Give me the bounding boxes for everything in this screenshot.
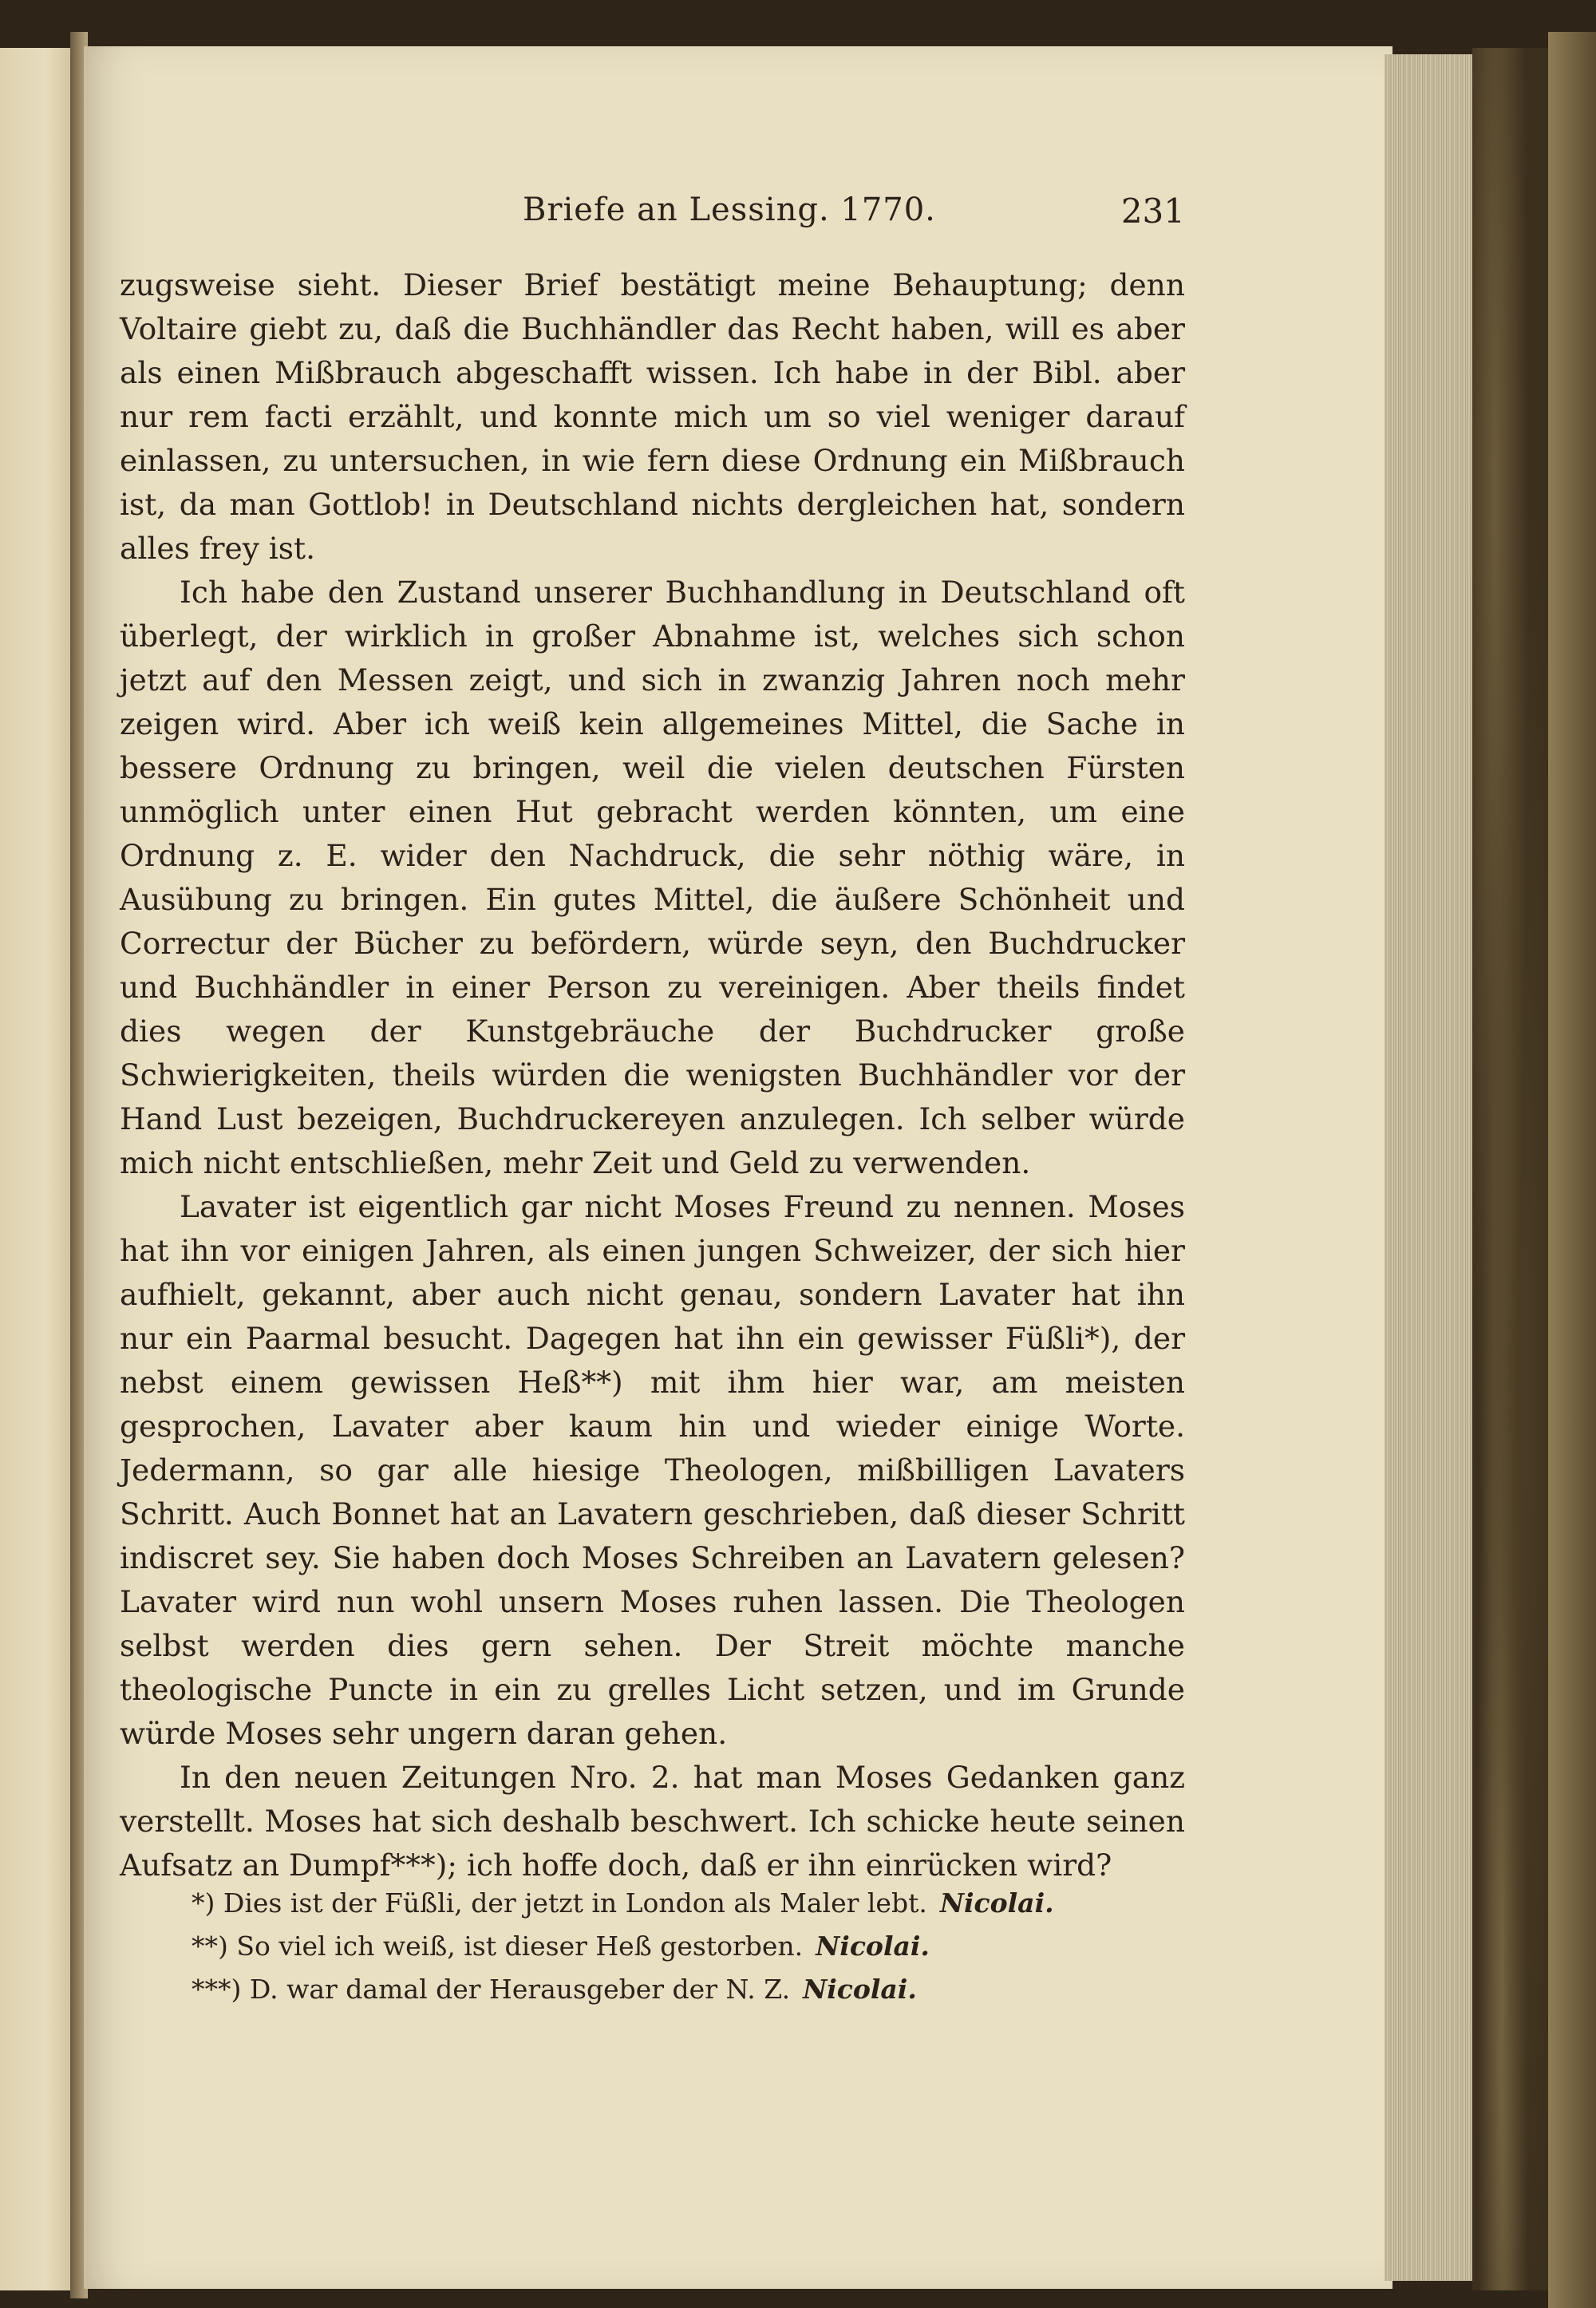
page-header (120, 192, 1185, 247)
footnote-2-signature: Nicolai. (816, 1931, 930, 1962)
paragraph-4: In den neuen Zeitungen Nro. 2. hat man Moses Gedanken ganz verstellt. Moses hat sich deshalb beschwert. Ich schicke heute seinen Aufsatz an Dumpf***); ich hoffe doch, daß er ihn einrücken wird? (120, 1760, 1185, 1883)
paragraph-3: Lavater ist eigentlich gar nicht Moses Freund zu nennen. Moses hat ihn vor einigen Jahren, als einen jungen Schweizer, der sich hier aufhielt, gekannt, aber auch nicht genau, sondern Lavater hat ihn nur ein Paarmal besucht. Dagegen hat ihn ein gewisser Füßli*), der nebst einem gewissen Heß**) mit ihm hier war, am meisten gesprochen, Lavater aber kaum hin und wieder einige Worte. Jedermann, so gar alle hiesige Theologen, mißbilligen Lavaters Schritt. Auch Bonnet hat an Lavatern geschrieben, daß dieser Schritt indiscret sey. Sie haben doch Moses Schreiben an Lavatern gelesen? Lavater wird nun wohl unsern Moses ruhen lassen. Die Theologen selbst werden dies gern sehen. Der Streit möchte manche theologische Puncte in ein zu grelles Licht setzen, und im Grunde würde Moses sehr ungern daran gehen. (120, 1189, 1185, 1751)
page-block-edges (1385, 54, 1472, 2281)
page-number: 231 (1120, 192, 1185, 231)
footnote-1-signature: Nicolai. (939, 1887, 1054, 1919)
footnote-1 (120, 1882, 1185, 1925)
footnote-3-text: ***) D. war damal der Herausgeber der N. Z. (192, 1974, 791, 2005)
body-text (120, 263, 1185, 1887)
footnote-2 (120, 1925, 1185, 1968)
footnote-3 (120, 1968, 1185, 2011)
paragraph-1: zugsweise sieht. Dieser Brief bestätigt meine Behauptung; denn Voltaire giebt zu, daß die Buchhändler das Recht haben, will es aber als einen Mißbrauch abgeschafft wissen. Ich habe in der Bibl. aber nur rem facti erzählt, und konnte mich um so viel weniger darauf einlassen, zu untersuchen, in wie fern diese Ordnung ein Mißbrauch ist, da man Gottlob! in Deutschland nichts dergleichen hat, sondern alles frey ist. (120, 267, 1185, 566)
footnote-3-signature: Nicolai. (803, 1974, 917, 2005)
cover-edge (1548, 32, 1596, 2308)
footnote-1-text: *) Dies ist der Füßli, der jetzt in London als Maler lebt. (192, 1887, 927, 1919)
paragraph-2: Ich habe den Zustand unserer Buchhandlung in Deutschland oft überlegt, der wirklich in großer Abnahme ist, welches sich schon jetzt auf den Messen zeigt, und sich in zwanzig Jahren noch mehr zeigen wird. Aber ich weiß kein allgemeines Mittel, die Sache in bessere Ordnung zu bringen, weil die vielen deutschen Fürsten unmöglich unter einen Hut gebracht werden könnten, um eine Ordnung z. E. wider den Nachdruck, die sehr nöthig wäre, in Ausübung zu bringen. Ein gutes Mittel, die äußere Schönheit und Correctur der Bücher zu befördern, würde seyn, den Buchdrucker und Buchhändler in einer Person zu vereinigen. Aber theils findet dies wegen der Kunstgebräuche der Buchdrucker große Schwierigkeiten, theils würden die wenigsten Buchhändler vor der Hand Lust bezeigen, Buchdruckereyen anzulegen. Ich selber würde mich nicht entschließen, mehr Zeit und Geld zu verwenden. (120, 575, 1185, 1180)
marbled-cover-board (1472, 48, 1548, 2290)
footnote-2-text: **) So viel ich weiß, ist dieser Heß gestorben. (192, 1931, 804, 1962)
previous-page-edge (0, 48, 76, 2290)
running-head: Briefe an Lessing. 1770. (523, 192, 936, 228)
footnotes (120, 1882, 1185, 2011)
